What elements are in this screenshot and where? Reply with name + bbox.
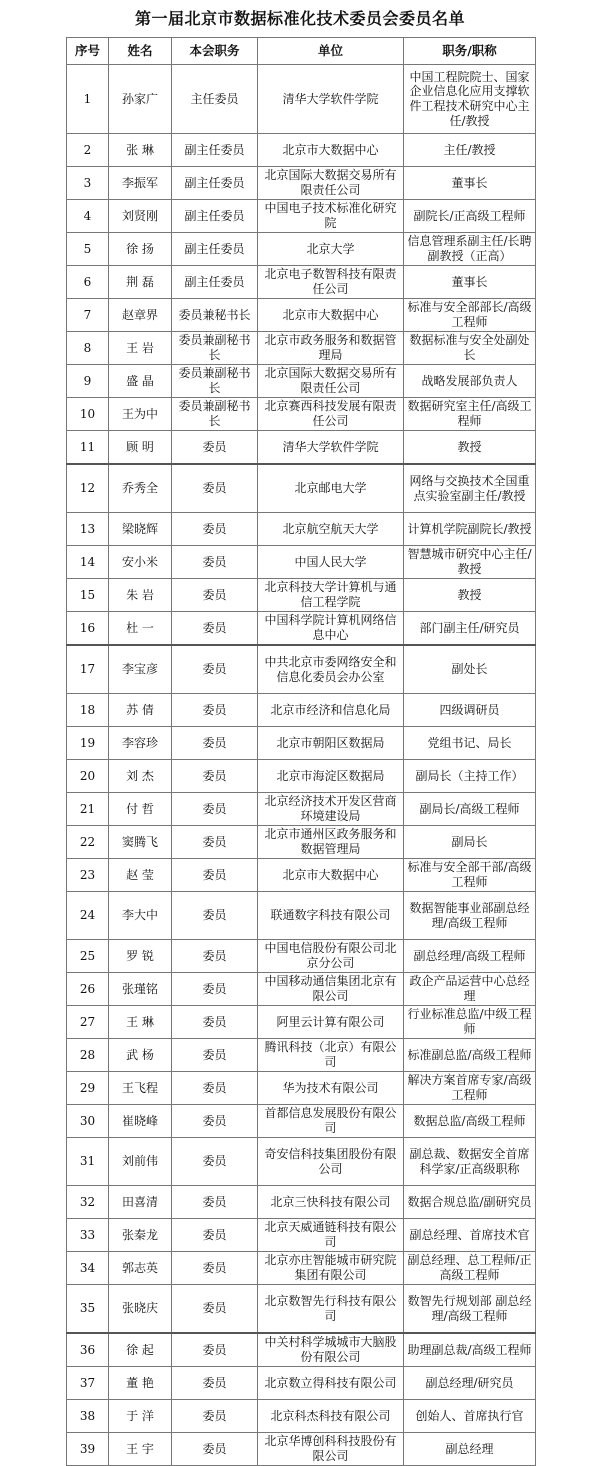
cell-no: 14 [67, 546, 109, 579]
cell-role: 副主任委员 [172, 134, 258, 167]
cell-no: 32 [67, 1186, 109, 1219]
table-row [67, 546, 536, 579]
cell-title: 副局长 [404, 826, 536, 859]
cell-role: 委员 [172, 612, 258, 646]
cell-no: 15 [67, 579, 109, 612]
cell-title: 标准副总监/高级工程师 [404, 1039, 536, 1072]
table-row [67, 826, 536, 859]
table-row [67, 645, 536, 694]
cell-title: 信息管理系副主任/长聘副教授（正高） [404, 233, 536, 266]
cell-name: 董 艳 [109, 1367, 172, 1400]
cell-name: 付 哲 [109, 793, 172, 826]
cell-role: 副主任委员 [172, 233, 258, 266]
cell-no: 25 [67, 940, 109, 973]
cell-title: 战略发展部负责人 [404, 365, 536, 398]
cell-title: 党组书记、局长 [404, 727, 536, 760]
table-row [67, 332, 536, 365]
cell-unit: 中国人民大学 [258, 546, 404, 579]
cell-name: 盛 晶 [109, 365, 172, 398]
table-row [67, 464, 536, 513]
cell-unit: 阿里云计算有限公司 [258, 1006, 404, 1039]
cell-title: 解决方案首席专家/高级工程师 [404, 1072, 536, 1105]
table-row [67, 727, 536, 760]
cell-title: 主任/教授 [404, 134, 536, 167]
cell-no: 39 [67, 1433, 109, 1466]
table-row [67, 1333, 536, 1367]
table-row [67, 1072, 536, 1105]
cell-unit: 北京市大数据中心 [258, 134, 404, 167]
cell-title: 数智先行规划部 副总经理/高级工程师 [404, 1285, 536, 1334]
cell-no: 13 [67, 513, 109, 546]
table-header-row [67, 38, 536, 65]
cell-unit: 北京市大数据中心 [258, 299, 404, 332]
cell-title: 标准与安全部部长/高级工程师 [404, 299, 536, 332]
cell-title: 副总裁、数据安全首席科学家/正高级职称 [404, 1138, 536, 1186]
cell-unit: 腾讯科技（北京）有限公司 [258, 1039, 404, 1072]
cell-no: 38 [67, 1400, 109, 1433]
table-row [67, 167, 536, 200]
table-row [67, 266, 536, 299]
cell-title: 副局长/高级工程师 [404, 793, 536, 826]
cell-unit: 联通数字科技有限公司 [258, 892, 404, 940]
cell-title: 副总经理 [404, 1433, 536, 1466]
cell-name: 窦腾飞 [109, 826, 172, 859]
cell-role: 委员兼副秘书长 [172, 332, 258, 365]
cell-no: 11 [67, 431, 109, 465]
cell-title: 董事长 [404, 167, 536, 200]
cell-role: 委员 [172, 1039, 258, 1072]
cell-no: 10 [67, 398, 109, 431]
cell-role: 委员 [172, 940, 258, 973]
cell-no: 19 [67, 727, 109, 760]
cell-unit: 中共北京市委网络安全和信息化委员会办公室 [258, 645, 404, 694]
table-row [67, 1433, 536, 1466]
cell-name: 王为中 [109, 398, 172, 431]
cell-role: 委员 [172, 826, 258, 859]
cell-unit: 北京三快科技有限公司 [258, 1186, 404, 1219]
table-row [67, 760, 536, 793]
table-row [67, 1039, 536, 1072]
cell-role: 委员 [172, 793, 258, 826]
cell-no: 9 [67, 365, 109, 398]
cell-role: 委员 [172, 431, 258, 465]
cell-name: 王 宇 [109, 1433, 172, 1466]
cell-no: 36 [67, 1333, 109, 1367]
cell-role: 副主任委员 [172, 200, 258, 233]
cell-title: 数据标准与安全处副处长 [404, 332, 536, 365]
cell-title: 中国工程院院士、国家企业信息化应用支撑软件工程技术研究中心主任/教授 [404, 65, 536, 134]
cell-no: 16 [67, 612, 109, 646]
cell-unit: 北京天威通链科技有限公司 [258, 1219, 404, 1252]
cell-role: 委员 [172, 1072, 258, 1105]
cell-unit: 清华大学软件学院 [258, 65, 404, 134]
table-row [67, 365, 536, 398]
cell-no: 2 [67, 134, 109, 167]
cell-name: 张秦龙 [109, 1219, 172, 1252]
cell-no: 8 [67, 332, 109, 365]
cell-role: 委员 [172, 1105, 258, 1138]
cell-unit: 北京市大数据中心 [258, 859, 404, 892]
cell-unit: 中国移动通信集团北京有限公司 [258, 973, 404, 1006]
cell-name: 刘 杰 [109, 760, 172, 793]
cell-unit: 中国电子技术标准化研究院 [258, 200, 404, 233]
table-row [67, 1252, 536, 1285]
cell-no: 30 [67, 1105, 109, 1138]
cell-name: 李容珍 [109, 727, 172, 760]
table-row [67, 431, 536, 465]
cell-title: 行业标准总监/中级工程师 [404, 1006, 536, 1039]
cell-name: 罗 锐 [109, 940, 172, 973]
header-title: 职务/职称 [404, 38, 536, 65]
cell-role: 委员 [172, 579, 258, 612]
cell-role: 委员 [172, 464, 258, 513]
cell-unit: 清华大学软件学院 [258, 431, 404, 465]
cell-title: 网络与交换技术全国重点实验室副主任/教授 [404, 464, 536, 513]
cell-title: 四级调研员 [404, 694, 536, 727]
header-no: 序号 [67, 38, 109, 65]
cell-no: 26 [67, 973, 109, 1006]
member-table [66, 37, 536, 1466]
cell-name: 李宝彦 [109, 645, 172, 694]
cell-name: 李大中 [109, 892, 172, 940]
cell-name: 顾 明 [109, 431, 172, 465]
cell-title: 副总经理/高级工程师 [404, 940, 536, 973]
cell-unit: 北京市通州区政务服务和数据管理局 [258, 826, 404, 859]
cell-title: 副处长 [404, 645, 536, 694]
cell-unit: 北京市经济和信息化局 [258, 694, 404, 727]
cell-name: 荆 磊 [109, 266, 172, 299]
cell-name: 王飞程 [109, 1072, 172, 1105]
cell-unit: 北京数智先行科技有限公司 [258, 1285, 404, 1334]
cell-no: 20 [67, 760, 109, 793]
cell-no: 29 [67, 1072, 109, 1105]
cell-role: 委员 [172, 1400, 258, 1433]
header-role: 本会职务 [172, 38, 258, 65]
cell-name: 王 琳 [109, 1006, 172, 1039]
table-row [67, 1006, 536, 1039]
cell-no: 24 [67, 892, 109, 940]
table-row [67, 1285, 536, 1334]
cell-no: 23 [67, 859, 109, 892]
cell-no: 12 [67, 464, 109, 513]
cell-unit: 北京经济技术开发区营商环境建设局 [258, 793, 404, 826]
cell-title: 董事长 [404, 266, 536, 299]
cell-name: 徐 扬 [109, 233, 172, 266]
cell-role: 委员兼秘书长 [172, 299, 258, 332]
cell-role: 委员 [172, 1433, 258, 1466]
cell-title: 数据研究室主任/高级工程师 [404, 398, 536, 431]
cell-name: 李振军 [109, 167, 172, 200]
cell-title: 助理副总裁/高级工程师 [404, 1333, 536, 1367]
cell-name: 田喜清 [109, 1186, 172, 1219]
cell-no: 18 [67, 694, 109, 727]
table-row [67, 200, 536, 233]
cell-no: 35 [67, 1285, 109, 1334]
cell-unit: 中关村科学城城市大脑股份有限公司 [258, 1333, 404, 1367]
cell-title: 教授 [404, 579, 536, 612]
cell-name: 安小米 [109, 546, 172, 579]
cell-name: 杜 一 [109, 612, 172, 646]
cell-name: 张 琳 [109, 134, 172, 167]
cell-name: 张晓庆 [109, 1285, 172, 1334]
cell-name: 赵章界 [109, 299, 172, 332]
cell-unit: 北京大学 [258, 233, 404, 266]
cell-name: 梁晓辉 [109, 513, 172, 546]
cell-name: 崔晓峰 [109, 1105, 172, 1138]
cell-unit: 奇安信科技集团股份有限公司 [258, 1138, 404, 1186]
cell-unit: 中国科学院计算机网络信息中心 [258, 612, 404, 646]
cell-unit: 北京市政务服务和数据管理局 [258, 332, 404, 365]
cell-role: 委员 [172, 513, 258, 546]
table-row [67, 973, 536, 1006]
table-row [67, 694, 536, 727]
cell-name: 乔秀全 [109, 464, 172, 513]
table-row [67, 612, 536, 646]
cell-role: 委员 [172, 973, 258, 1006]
cell-title: 部门副主任/研究员 [404, 612, 536, 646]
cell-unit: 北京科技大学计算机与通信工程学院 [258, 579, 404, 612]
cell-role: 委员 [172, 859, 258, 892]
cell-title: 副院长/正高级工程师 [404, 200, 536, 233]
table-row [67, 65, 536, 134]
cell-title: 副局长（主持工作） [404, 760, 536, 793]
table-row [67, 1138, 536, 1186]
cell-no: 22 [67, 826, 109, 859]
table-row [67, 1400, 536, 1433]
cell-name: 张瑾铭 [109, 973, 172, 1006]
cell-name: 王 岩 [109, 332, 172, 365]
table-row [67, 1367, 536, 1400]
cell-unit: 北京市海淀区数据局 [258, 760, 404, 793]
cell-role: 委员 [172, 1186, 258, 1219]
cell-no: 17 [67, 645, 109, 694]
cell-no: 33 [67, 1219, 109, 1252]
cell-role: 委员 [172, 1252, 258, 1285]
cell-no: 27 [67, 1006, 109, 1039]
cell-no: 5 [67, 233, 109, 266]
cell-name: 于 洋 [109, 1400, 172, 1433]
cell-no: 7 [67, 299, 109, 332]
cell-no: 1 [67, 65, 109, 134]
cell-title: 政企产品运营中心总经理 [404, 973, 536, 1006]
table-row [67, 940, 536, 973]
cell-role: 委员 [172, 760, 258, 793]
cell-name: 郭志英 [109, 1252, 172, 1285]
header-name: 姓名 [109, 38, 172, 65]
cell-title: 智慧城市研究中心主任/教授 [404, 546, 536, 579]
cell-unit: 北京国际大数据交易所有限责任公司 [258, 365, 404, 398]
cell-title: 副总经理/研究员 [404, 1367, 536, 1400]
cell-unit: 北京华博创科科技股份有限公司 [258, 1433, 404, 1466]
cell-unit: 中国电信股份有限公司北京分公司 [258, 940, 404, 973]
cell-role: 委员 [172, 727, 258, 760]
cell-title: 副总经理、总工程师/正高级工程师 [404, 1252, 536, 1285]
cell-unit: 北京邮电大学 [258, 464, 404, 513]
table-row [67, 233, 536, 266]
cell-role: 副主任委员 [172, 266, 258, 299]
cell-unit: 北京赛西科技发展有限责任公司 [258, 398, 404, 431]
cell-unit: 北京航空航天大学 [258, 513, 404, 546]
table-row [67, 793, 536, 826]
table-row [67, 299, 536, 332]
cell-name: 刘贤刚 [109, 200, 172, 233]
cell-title: 计算机学院副院长/教授 [404, 513, 536, 546]
cell-name: 朱 岩 [109, 579, 172, 612]
table-row [67, 859, 536, 892]
cell-role: 委员 [172, 1333, 258, 1367]
cell-unit: 首都信息发展股份有限公司 [258, 1105, 404, 1138]
table-row [67, 1105, 536, 1138]
cell-role: 委员 [172, 694, 258, 727]
cell-title: 副总经理、首席技术官 [404, 1219, 536, 1252]
cell-title: 数据智能事业部副总经理/高级工程师 [404, 892, 536, 940]
table-row [67, 892, 536, 940]
cell-role: 委员 [172, 546, 258, 579]
cell-role: 委员兼副秘书长 [172, 365, 258, 398]
cell-name: 刘前伟 [109, 1138, 172, 1186]
cell-no: 4 [67, 200, 109, 233]
cell-unit: 北京电子数智科技有限责任公司 [258, 266, 404, 299]
cell-title: 数据总监/高级工程师 [404, 1105, 536, 1138]
cell-no: 28 [67, 1039, 109, 1072]
cell-role: 委员兼副秘书长 [172, 398, 258, 431]
table-row [67, 1219, 536, 1252]
header-unit: 单位 [258, 38, 404, 65]
cell-name: 苏 倩 [109, 694, 172, 727]
cell-no: 37 [67, 1367, 109, 1400]
cell-unit: 华为技术有限公司 [258, 1072, 404, 1105]
cell-no: 21 [67, 793, 109, 826]
cell-unit: 北京科杰科技有限公司 [258, 1400, 404, 1433]
cell-role: 副主任委员 [172, 167, 258, 200]
cell-unit: 北京市朝阳区数据局 [258, 727, 404, 760]
table-row [67, 513, 536, 546]
cell-no: 3 [67, 167, 109, 200]
cell-role: 委员 [172, 892, 258, 940]
cell-name: 孙家广 [109, 65, 172, 134]
page-title: 第一届北京市数据标准化技术委员会委员名单 [134, 9, 465, 28]
cell-role: 委员 [172, 1285, 258, 1334]
cell-title: 创始人、首席执行官 [404, 1400, 536, 1433]
cell-role: 委员 [172, 1219, 258, 1252]
cell-name: 徐 起 [109, 1333, 172, 1367]
cell-no: 31 [67, 1138, 109, 1186]
cell-role: 主任委员 [172, 65, 258, 134]
cell-title: 教授 [404, 431, 536, 465]
cell-no: 6 [67, 266, 109, 299]
cell-unit: 北京亦庄智能城市研究院集团有限公司 [258, 1252, 404, 1285]
cell-title: 标准与安全部干部/高级工程师 [404, 859, 536, 892]
table-row [67, 134, 536, 167]
cell-role: 委员 [172, 645, 258, 694]
cell-unit: 北京国际大数据交易所有限责任公司 [258, 167, 404, 200]
cell-title: 数据合规总监/副研究员 [404, 1186, 536, 1219]
table-row [67, 1186, 536, 1219]
cell-unit: 北京数立得科技有限公司 [258, 1367, 404, 1400]
cell-role: 委员 [172, 1006, 258, 1039]
cell-no: 34 [67, 1252, 109, 1285]
table-row [67, 398, 536, 431]
cell-name: 武 杨 [109, 1039, 172, 1072]
cell-role: 委员 [172, 1138, 258, 1186]
table-row [67, 579, 536, 612]
cell-name: 赵 莹 [109, 859, 172, 892]
cell-role: 委员 [172, 1367, 258, 1400]
